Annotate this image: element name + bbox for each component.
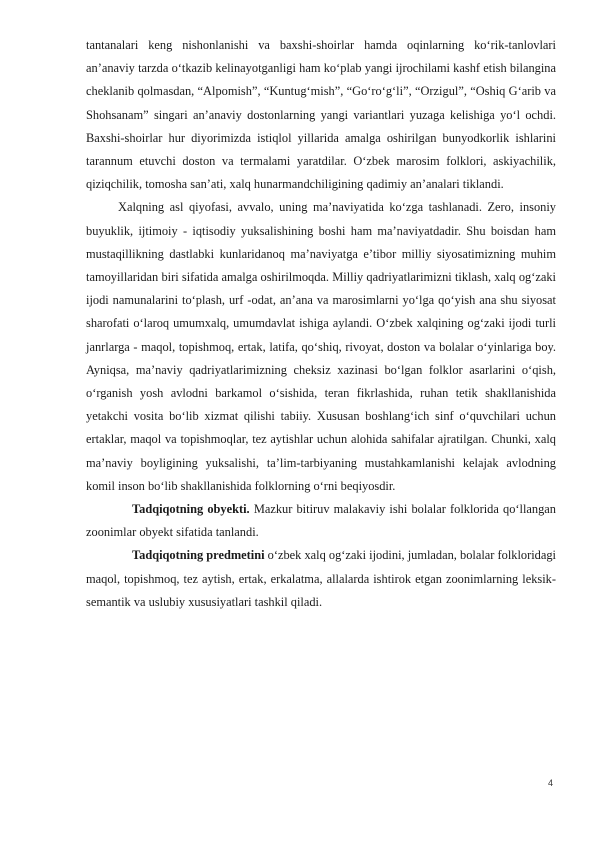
paragraph-text: Xalqning asl qiyofasi, avvalo, uning ma’naviyatida ko‘zga tashlanadi. Zero, insoniy buyuklik, ijtimoiy - iqtisodiy yuksalishining boshi ham ma’naviyatdadir. Shu boisdan ham mustaqillikning dastlabki kunlaridanoq ma’naviyatga e’tibor milliy siyosatimizning muhim tamoyillaridan biri sifatida amalga oshirilmoqda. Milliy qadriyatlarimizni tiklash, xalq og‘zaki ijodi namunalarini to‘plash, urf -odat, an’ana va marosimlarni yo‘lga qo‘yish ana shu siyosat sharofati o‘laroq umumxalq, umumdavlat ishiga aylandi. O‘zbek xalqining og‘zaki ijodi turli janrlarga - maqol, topishmoq, ertak, latifa, qo‘shiq, rivoyat, doston va bolalar o‘yinlariga boy. Ayniqsa, ma’naviy qadriyatlarimizning cheksiz xazinasi bo‘lgan folklor asarlarini o‘qish, o‘rganish yosh avlodni barkamol o‘sishida, teran fikrlashida, ruhan tetik shakllanishida yetakchi vosita bo‘lib xizmat qilishi tabiiy. Xususan boshlang‘ich sinf o‘quvchilari uchun ertaklar, maqol va topishmoqlar, tez aytishlar uchun alohida sahifalar ajratilgan. Chunki, xalq ma’naviy boyligining yuksalishi, ta’lim-tarbiyaning mustahkamlanishi kelajak avlodning komil inson bo‘lib shakllanishida folklorning o‘rni beqiyosdir. [86, 200, 556, 493]
paragraph-text: Mazkur bitiruv malakaviy ishi bolalar folklorida qo‘llangan zoonimlar obyekt sifatida tanlandi. [86, 502, 557, 540]
paragraph-lead: Tadqiqotning obyekti. [132, 502, 250, 517]
paragraph-research-object [86, 498, 556, 544]
paragraph-text: o‘zbek xalq og‘zaki ijodini, jumladan, bolalar folkloridagi maqol, topishmoq, tez aytish, ertak, erkalatma, allalarda ishtirok etgan zoonimlarning leksik-semantik va uslubiy xususiyatlari tashkil qiladi. [86, 548, 557, 609]
paragraph-lead: Tadqiqotning predmetini [132, 548, 265, 563]
document-page [86, 34, 556, 614]
paragraph-spirituality [86, 196, 556, 498]
paragraph-continuation [86, 34, 556, 196]
page-number: 4 [547, 778, 553, 788]
paragraph-research-subject [86, 544, 556, 614]
paragraph-text: tantanalari keng nishonlanishi va baxshi-shoirlar hamda oqinlarning ko‘rik-tanlovlari an’anaviy tarzda o‘tkazib kelinayotganligi ham ko‘plab yangi ijrochilami kashf etish bilangina cheklanib qolmasdan, “Alpomish”, “Kuntug‘mish”, “Go‘ro‘g‘li”, “Orzigul”, “Oshiq G‘arib va Shohsanam” singari an’anaviy dostonlarning yangi variantlari yuzaga kelishiga yo‘l ochdi. Baxshi-shoirlar hur diyorimizda istiqlol yillarida amalga oshirilgan bunyodkorlik ishlarini tarannum etuvchi doston va termalami yaratdilar. O‘zbek marosim folklori, askiyachilik, qiziqchilik, tomosha san’ati, xalq hunarmandchiligining qadimiy an’analari tiklandi. [86, 38, 556, 192]
